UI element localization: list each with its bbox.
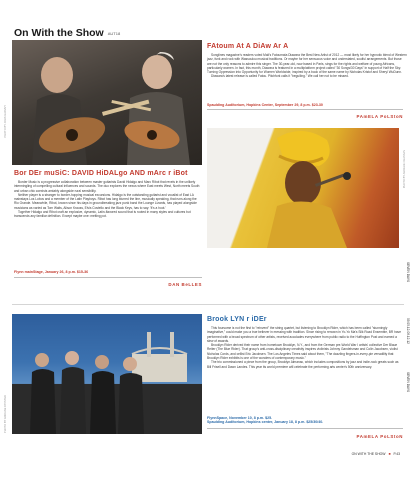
article-paragraph: Brooklyn Rider derived their name from hometown Brooklyn, N.Y., and from the German pre-World War I artists' collective Der Blaue Reiter (The Blue Rider). That group's anti-cross-disciplinary creativity inspires violinists Johnny Gandelsman and Colin Jacobsen, violist Nicholas Cords, and cellist Eric Jacobsen. The Los Angeles Times said about them, "The dazzling fingers-in-every-pie versatility that Brooklyn Rider exhibits is one of the wonders of contemporary music." [207, 343, 398, 361]
singer-illustration [207, 128, 399, 248]
article-paragraph: Diawara's latest release is called Fatou. Pitchfork calls it "beguiling." We call her not to be missed. [211, 74, 349, 79]
article-paragraph: Together Hidalgo and Ribot craft an explosive, dynamic, Latin-flavored sound that is rooted in many styles and cultures but transcends any familiar definition. Except maybe one: melting pot. [14, 210, 191, 219]
footer-text: ON WITH THE SHOW [351, 452, 386, 456]
article-paragraph: This foursome is not the first to "reinvent" the string quartet, but listening to Brooklyn Rider, which has been called "stunningly imaginative," could make you a true believer in messing with tradition. Since rising to renown in Yo-Yo Ma's Silk Road Ensemble, BR have performed with a broad spectrum of other artists, received accolades everywhere from public radio to the Huffington Post and earned a slew of awards. [207, 326, 402, 343]
quartet-illustration [12, 314, 202, 434]
singer-photo [207, 128, 399, 248]
divider [207, 109, 403, 110]
article-title: FAtoum At A DiAw Ar A [207, 43, 289, 50]
article-paragraph: Neither player is a stranger to border-hopping musical excursions. Hidalgo is the outstanding guitarist and vocalist of East LA mainstays Los Lobos and a member of the Latin Playboys. Ribot has long blurred the line, musically speaking, that runs along the Rio Grande. Meanwhile, Ribot, known since his days in groundbreaking jazz punk band the Lounge Lizards, has played alongside musicians as varied as Tom Waits, Alison Krauss, Elvis Costello and the Black Keys, has to say: 'It's a hoot.' [14, 192, 197, 210]
article-body [14, 180, 202, 219]
section-date: AUT18 [107, 30, 121, 36]
photo-credit: PHOTO BY JOHN HARVEY [4, 105, 7, 138]
section-divider [12, 304, 404, 305]
side-label: SEVEN DAYS [406, 372, 410, 393]
photo-credit: PHOTO BY ADRIANE PAYNTER [4, 395, 7, 434]
article-paragraph: Songlines magazine's readers voted Mali's Fatoumata Diawara the Best New Artist of 2012 — most likely for her hypnotic blend of Western jazz, funk and rock with Wassoulou musical traditions. Or maybe for her sensuous voice and understated, soulful arrangements. But those are not the only reasons to admire this singer. The 30-year-old, now based in Paris, sings for the rights and welfare of young Africans, particularly women. In fact, this month, Diawara is featured in a multiplatform project called "30 Songs/30 Days" in support of Half the Sky: Turning Oppression into Opportunity for Women Worldwide, inspired by a book of the same name by Nicholas Kristof and Sheryl WuDunn. [207, 53, 407, 75]
event-venue: Flynn mainStage, January 26, 8 p.m. $15-36 [14, 270, 89, 274]
side-label: 09.05.12-09.12.12 [406, 318, 410, 344]
photo-credit: PHOTO BY AURELIE CHASSAN [403, 150, 406, 189]
page-footer [300, 452, 400, 456]
event-venue-line: Spaulding Auditorium, Hopkins center, January 18, 8 p.m. $25/30/40. [207, 420, 324, 424]
article-paragraph: Border Music is a progressive collaboration between master guitarists David Hidalgo and Marc Ribot that revels in the unlikely intermingling of compelling cultural influences and sounds. The duo explores the nexus where East meets West, North meets South and urban chic coexists amiably alongside rural sensibility. [14, 180, 200, 193]
section-title: On With the Show [14, 27, 104, 39]
byline: PAmELA PoLStoN [356, 434, 403, 439]
article-paragraph: The trio commissioned a piece from the group, Brooklyn Almanac, which includes compositions by jazz and indie-rock greats such as Bill Frisell and Dawn Landes. This year its world premiere will celebrate the performing arts center's 50th anniversary. [207, 360, 399, 369]
divider [207, 428, 403, 429]
event-venue-line: FlynnSpace, November 10, 8 p.m. $25. [207, 416, 273, 420]
event-venue: Spaulding Auditorium, Hopkins Center, September 29, 8 p.m. $23-30 [207, 103, 323, 107]
article-title: Bor DEr muSiC: DAVID HiDALgo AND mArc r iBot [14, 170, 188, 177]
footer-separator: ■ [388, 452, 391, 456]
article-title: Brook LYN r iDEr [207, 316, 267, 323]
divider [14, 277, 202, 278]
page-number: P.43 [393, 452, 400, 456]
guitarists-illustration [12, 40, 202, 165]
event-venue [207, 416, 403, 424]
byline: DAN BeLLES [168, 282, 202, 287]
guitarists-photo [12, 40, 202, 165]
section-header [14, 27, 120, 39]
byline: PAmELA PoLStoN [356, 114, 403, 119]
quartet-photo [12, 314, 202, 434]
side-label: SEVEN DAYS [406, 262, 410, 283]
article-body [207, 53, 407, 79]
article-body [207, 326, 403, 369]
